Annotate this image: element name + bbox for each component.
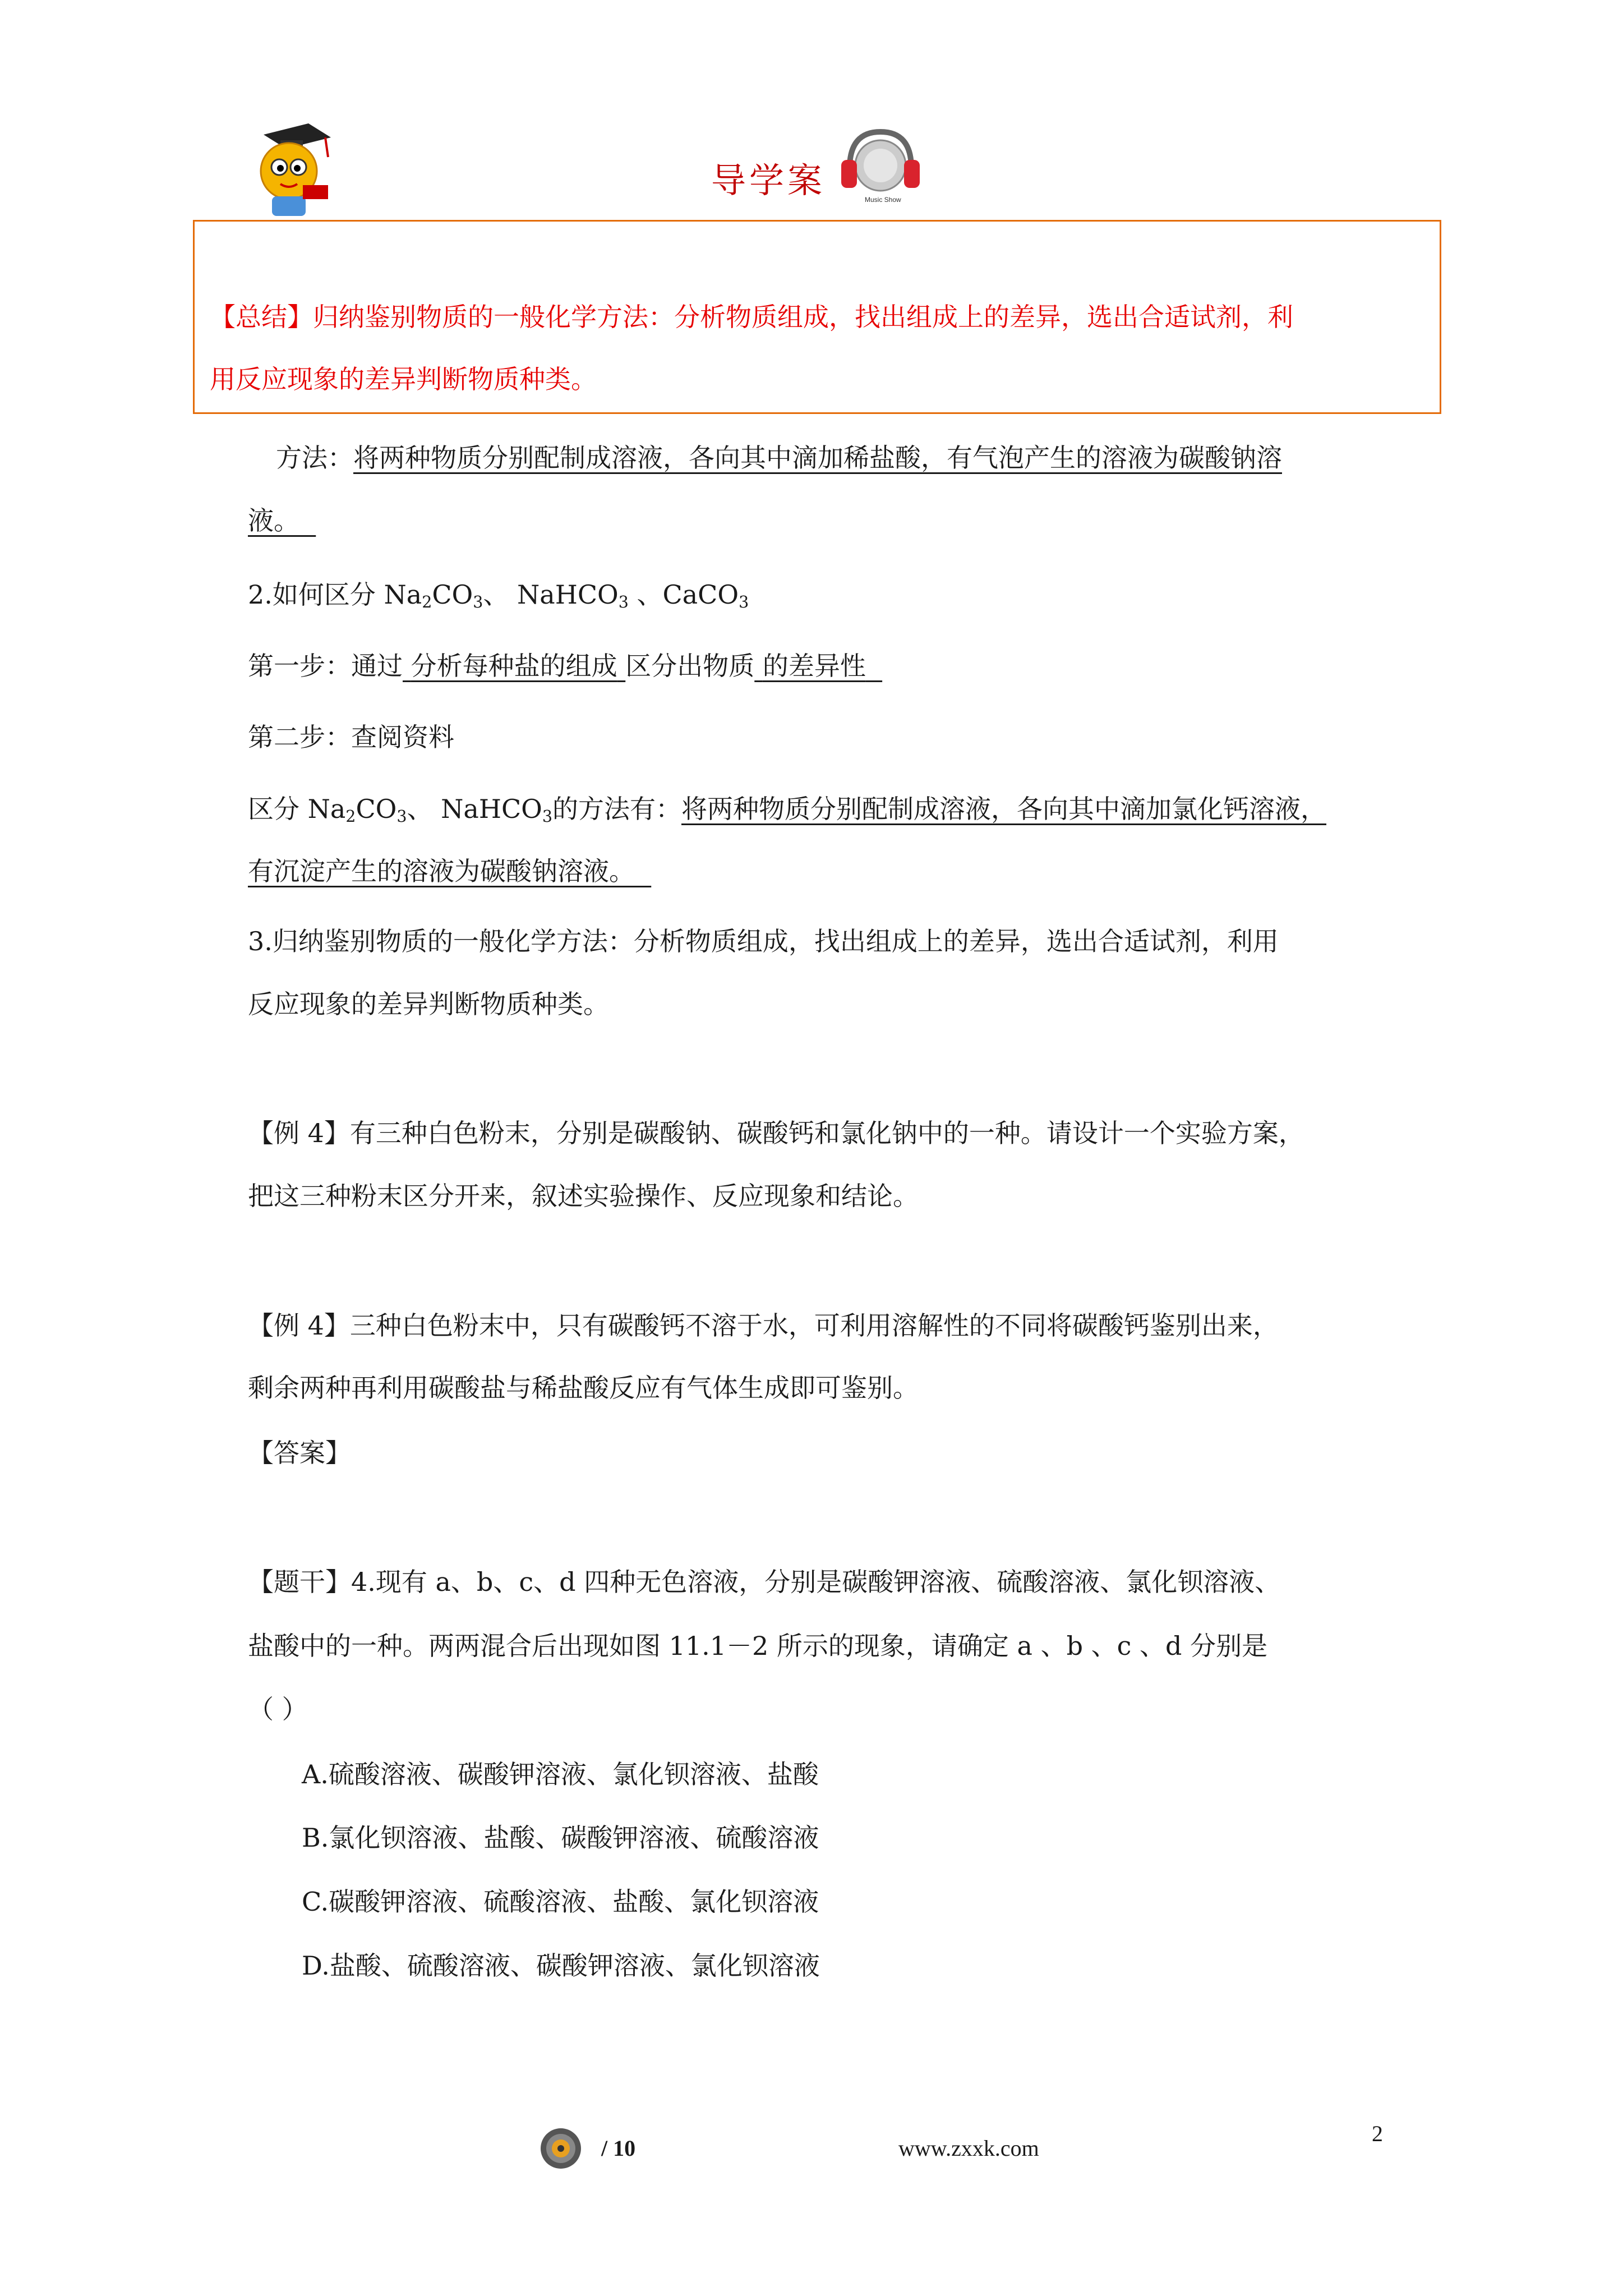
distinguish-line-2 <box>248 854 651 888</box>
step-2: 第二步：查阅资料 <box>248 722 454 752</box>
page-title: 导学案 <box>711 160 826 201</box>
method-line-1 <box>276 441 1282 475</box>
option-a: A.硫酸溶液、碳酸钾溶液、氯化钡溶液、盐酸 <box>302 1759 819 1789</box>
distinguish-line-1: 区分 $Na_2CO_3$、 NaHCO$_3$的方法有：将两种物质分别配制成溶液，各向其中滴加氯化钙溶液， <box>248 794 1327 826</box>
option-d: D.盐酸、硫酸溶液、碳酸钾溶液、氯化钡溶液 <box>302 1950 820 1981</box>
method-answer-1: 将两种物质分别配制成溶液，各向其中滴加稀盐酸，有气泡产生的溶液为碳酸钠溶 <box>353 443 1282 473</box>
method-label: 方法： <box>276 443 353 473</box>
headphone-caption: Music Show <box>865 196 901 204</box>
distinguish-answer-2: 有沉淀产生的溶液为碳酸钠溶液。 <box>248 856 635 886</box>
step-1-fill-2: 的差异性 <box>762 651 866 681</box>
example-4-answer-1: 【例 4】三种白色粉末中，只有碳酸钙不溶于水，可利用溶解性的不同将碳酸钙鉴别出来， <box>248 1310 1279 1341</box>
method-answer-2: 液。 <box>248 505 299 536</box>
step-1: 第一步：通过 分析每种盐的组成 区分出物质 的差异性 <box>248 651 866 681</box>
example-4-answer-2: 剩余两种再利用碳酸盐与稀盐酸反应有气体生成即可鉴别。 <box>248 1373 919 1403</box>
question-4-line-1: 【题干】4.现有 a、b、c、d 四种无色溶液，分别是碳酸钾溶液、硫酸溶液、氯化钡溶液、 <box>248 1567 1281 1597</box>
question-2: 2.如何区分 $Na_2CO_3$、 NaHCO$_3$ 、CaCO$_3$ <box>248 579 749 612</box>
question-4-line-3: （ ） <box>248 1694 308 1724</box>
question-3-line-1: 3.归纳鉴别物质的一般化学方法：分析物质组成，找出组成上的差异，选出合适试剂，利用 <box>248 926 1279 956</box>
example-4-question-1: 【例 4】有三种白色粉末，分别是碳酸钠、碳酸钙和氯化钠中的一种。请设计一个实验方案， <box>248 1118 1304 1148</box>
page-count: / 10 <box>601 2136 636 2161</box>
website-link[interactable]: www.zxxk.com <box>898 2136 1039 2161</box>
option-c: C.碳酸钾溶液、硫酸溶液、盐酸、氯化钡溶液 <box>302 1887 819 1917</box>
example-4-question-2: 把这三种粉末区分开来，叙述实验操作、反应现象和结论。 <box>248 1181 919 1211</box>
graduate-mascot-icon <box>241 118 336 219</box>
question-3-line-2: 反应现象的差异判断物质种类。 <box>248 989 609 1019</box>
method-line-2 <box>248 504 316 537</box>
step-1-fill-1: 分析每种盐的组成 <box>411 651 617 681</box>
question-4-line-2: 盐酸中的一种。两两混合后出现如图 11.1－2 所示的现象，请确定 a 、b 、c 、d 分别是 <box>248 1631 1268 1661</box>
headphone-music-icon <box>836 118 925 208</box>
option-b: B.氯化钡溶液、盐酸、碳酸钾溶液、硫酸溶液 <box>302 1823 819 1853</box>
answer-label: 【答案】 <box>248 1438 351 1468</box>
disc-icon <box>540 2127 582 2170</box>
summary-line-2: 用反应现象的差异判断物质种类。 <box>210 364 597 394</box>
summary-line-1: 【总结】归纳鉴别物质的一般化学方法：分析物质组成，找出组成上的差异，选出合适试剂，利 <box>210 302 1293 332</box>
page-number: 2 <box>1372 2121 1383 2146</box>
distinguish-answer-1: 将两种物质分别配制成溶液，各向其中滴加氯化钙溶液， <box>681 794 1327 824</box>
